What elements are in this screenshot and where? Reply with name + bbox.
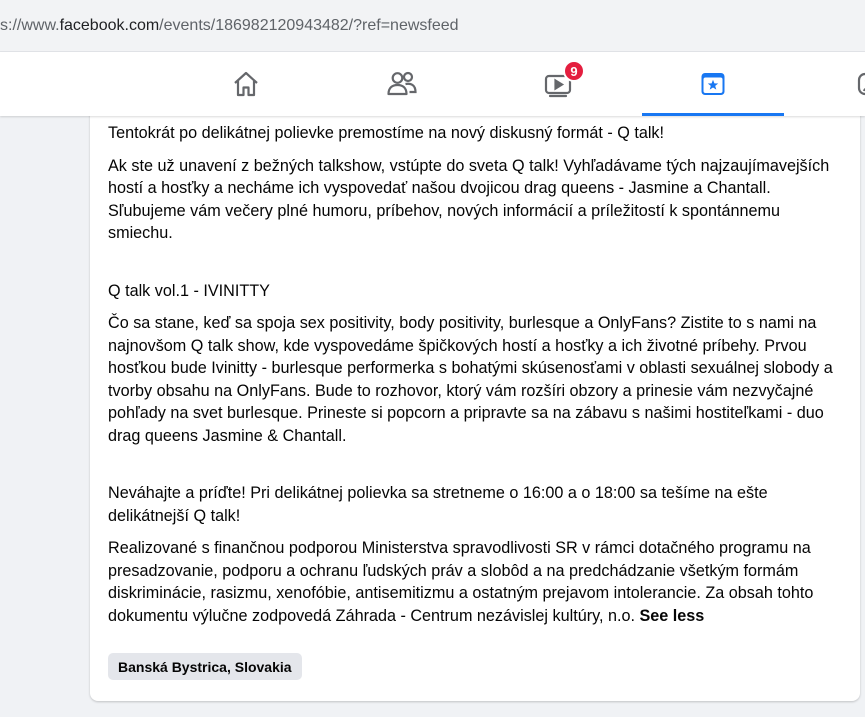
home-icon	[231, 69, 261, 99]
events-star-icon	[698, 69, 728, 99]
friends-icon	[386, 69, 418, 99]
url-domain: facebook.com	[59, 17, 160, 34]
tab-watch[interactable]	[487, 52, 629, 116]
tab-friends[interactable]	[331, 52, 473, 116]
notification-badge: 9	[563, 60, 585, 82]
description-paragraph-last	[108, 537, 848, 627]
url-path: /events/186982120943482/?ref=newsfeed	[159, 17, 459, 34]
browser-address-bar[interactable]	[0, 0, 865, 52]
description-paragraph: Neváhajte a príďte! Pri delikátnej polievka sa stretneme o 16:00 a o 18:00 sa tešíme na ešte delikátnejší Q talk!	[108, 484, 768, 525]
url-text[interactable]	[0, 17, 459, 35]
description-text: Realizované s finančnou podporou Ministerstva spravodlivosti SR v rámci dotačného programu na presadzovanie, podporu a ochranu ľudských práv a slobôd a na predchádzanie všetkým formám diskriminácie, rasizmu, xenofóbie, antisemitizmu a ostatným prejavom intolerancie. Za obsah tohto dokumentu výlučne zodpovedá Záhrada - Centrum nezávislej kultúry, n.o.	[108, 539, 814, 625]
top-navigation	[0, 52, 865, 116]
tab-home[interactable]	[175, 52, 317, 116]
description-paragraph: Ak ste už unavení z bežných talkshow, vstúpte do sveta Q talk! Vyhľadávame tých najzaujímavejších hostí a hosťky a necháme ich vyspovedať našou dvojicou drag queens - Jasmine a Chantall. Sľubujeme vám večery plné humoru, príbehov, nových informácií a príležitostí k spontánnemu smiechu.	[108, 156, 830, 242]
event-description	[108, 122, 848, 627]
tab-gaming[interactable]	[798, 52, 865, 116]
gaming-icon	[854, 69, 865, 99]
description-paragraph: Tentokrát po delikátnej polievke premostíme na nový diskusný formát - Q talk!	[108, 124, 665, 142]
description-paragraph: Čo sa stane, keď sa spoja sex positivity, body positivity, burlesque a OnlyFans? Zistite to s nami na najnovšom Q talk show, kde vyspovedáme špičkových hostí a hosťky a ich životné príbehy. Prvou hosťkou bude Ivinitty - burlesque performerka s bohatými skúsenosťami v oblasti sexuálnej slobody a tvorby obsahu na OnlyFans. Bude to rozhovor, ktorý vám rozšíri obzory a prinesie vám nezvyčajné pohľady na svet burlesque. Prineste si popcorn a pripravte sa na zábavu s našimi hostiteľkami - duo drag queens Jasmine & Chantall.	[108, 314, 833, 445]
see-less-link[interactable]: See less	[639, 606, 705, 625]
url-prefix: s://www.	[0, 17, 60, 34]
description-subtitle: Q talk vol.1 - IVINITTY	[108, 281, 270, 300]
tab-events[interactable]	[642, 52, 784, 116]
location-chip[interactable]: Banská Bystrica, Slovakia	[108, 653, 302, 680]
